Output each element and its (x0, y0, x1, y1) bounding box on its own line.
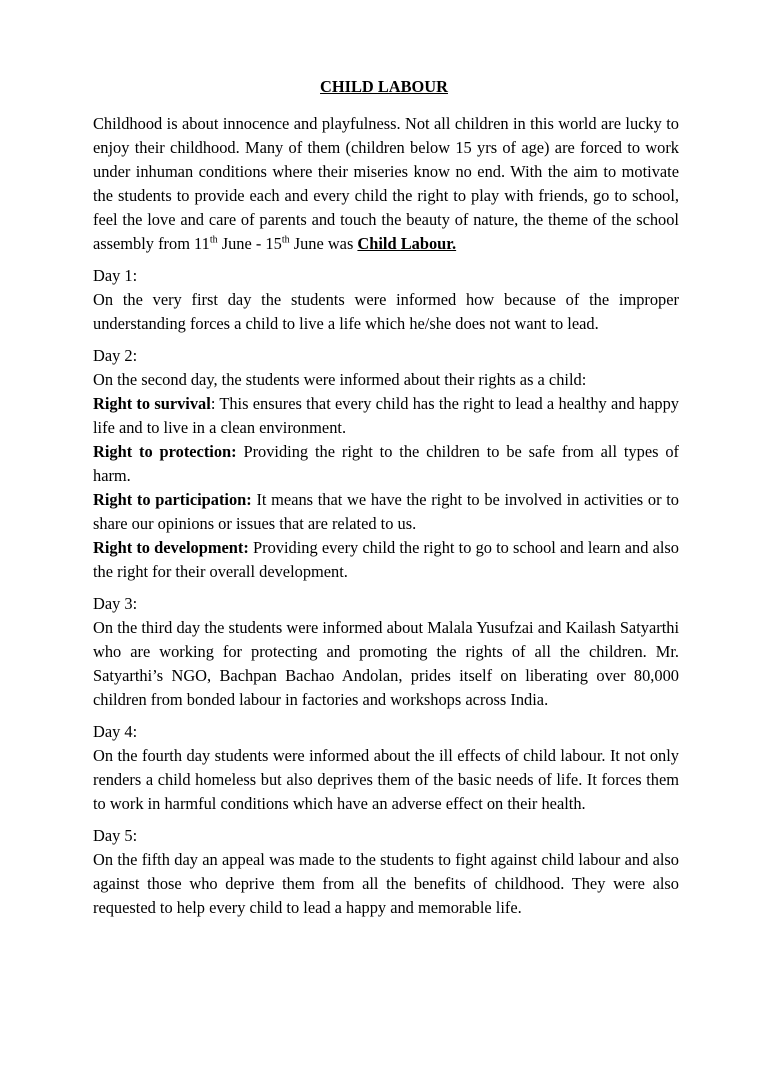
intro-text: Childhood is about innocence and playfulness. Not all children in this world are lucky to enjoy their childhood. Many of them (children below 15 yrs of age) are forced to work under inhuman conditions where their miseries know no end. With the aim to motivate the students to provide each and every child the right to play with friends, go to school, feel the love and care of parents and touch the beauty of nature, the theme of the school assembly from 11 (93, 114, 679, 253)
right-text: Providing every child the right to go to school and learn and also the right for their overall development. (93, 538, 679, 581)
right-separator: : (210, 394, 216, 413)
intro-paragraph (93, 112, 679, 256)
day-section (93, 720, 679, 816)
document-body (93, 112, 679, 928)
right-text: This ensures that every child has the right to lead a healthy and happy life and to live in a clean environment. (93, 394, 679, 437)
right-item (93, 392, 679, 440)
day-section (93, 824, 679, 920)
day-text: On the fifth day an appeal was made to the students to fight against child labour and also against those who deprive them from all the benefits of childhood. They were also requested to help every child to lead a happy and memorable life. (93, 850, 679, 917)
theme-name: Child Labour. (357, 234, 457, 253)
ordinal-suffix: th (209, 234, 218, 246)
day-section (93, 592, 679, 712)
day-text: On the third day the students were informed about Malala Yusufzai and Kailash Satyarthi who are working for protecting and promoting the rights of all the children. Mr. Satyarthi’s NGO, Bachpan Bachao Andolan, prides itself on liberating over 80,000 children from bonded labour in factories and workshops across India. (93, 618, 679, 709)
page-title: CHILD LABOUR (320, 77, 448, 96)
intro-text: June - 15 (217, 234, 282, 253)
right-label: Right to survival (93, 394, 211, 413)
right-text: It means that we have the right to be involved in activities or to share our opinions or issues that are related to us. (93, 490, 680, 533)
day-text: On the second day, the students were informed about their rights as a child: (93, 370, 587, 389)
right-label: Right to participation: (93, 490, 252, 509)
right-label: Right to protection: (93, 442, 237, 461)
right-item (93, 536, 679, 584)
day-text: On the fourth day students were informed about the ill effects of child labour. It not only renders a child homeless but also deprives them of the basic needs of life. It forces them to work in harmful conditions which have an adverse effect on their health. (93, 746, 679, 813)
day-text: On the very first day the students were informed how because of the improper understanding forces a child to live a life which he/she does not want to lead. (93, 290, 679, 333)
day-section (93, 344, 679, 584)
day-heading: Day 4: (93, 722, 138, 741)
ordinal-suffix: th (281, 234, 290, 246)
right-item (93, 440, 679, 488)
day-heading: Day 3: (93, 594, 138, 613)
day-heading: Day 1: (93, 266, 138, 285)
right-text: Providing the right to the children to be safe from all types of harm. (93, 442, 679, 485)
day-heading: Day 2: (93, 346, 138, 365)
intro-text: June was (289, 234, 358, 253)
day-heading: Day 5: (93, 826, 138, 845)
day-section (93, 264, 679, 336)
right-item (93, 488, 679, 536)
right-label: Right to development: (93, 538, 249, 557)
